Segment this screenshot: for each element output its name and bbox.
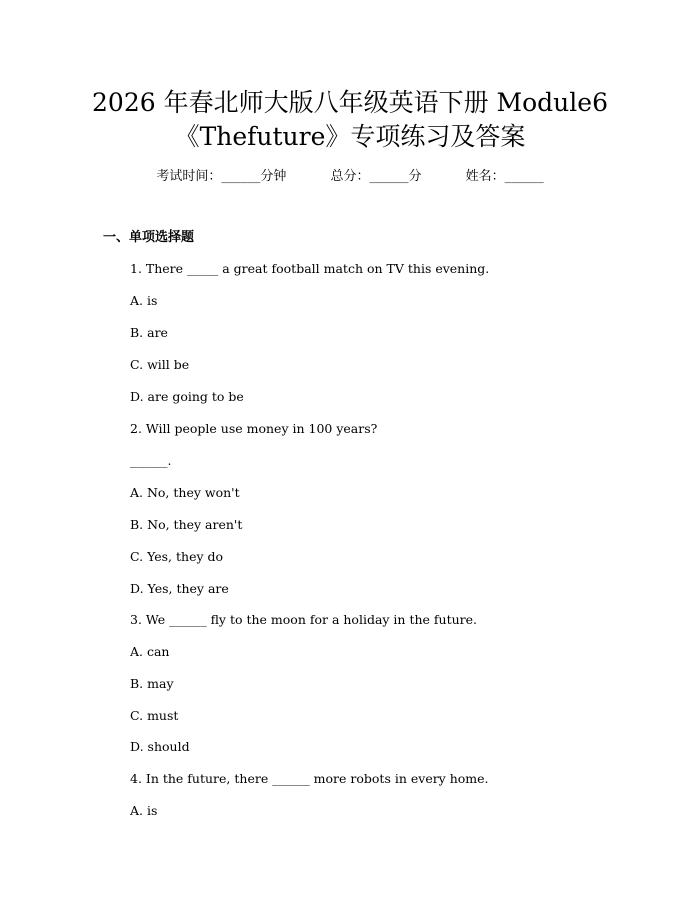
question-2-option-d: D. Yes, they are bbox=[130, 581, 229, 596]
question-4-option-a: A. is bbox=[130, 803, 158, 818]
student-name-field: 姓名：______ bbox=[465, 169, 544, 184]
question-3-option-b: B. may bbox=[130, 676, 174, 691]
question-3-option-a: A. can bbox=[130, 644, 170, 659]
total-score-field: 总分：______分 bbox=[330, 169, 422, 184]
question-3-text: 3. We ______ fly to the moon for a holiday in the future. bbox=[130, 612, 477, 627]
document-title-line-2: 《Thefuture》专项练习及答案 bbox=[174, 122, 526, 151]
question-1-option-a: A. is bbox=[130, 293, 158, 308]
exam-time-field: 考试时间：______分钟 bbox=[156, 169, 287, 184]
question-3-option-d: D. should bbox=[130, 739, 190, 754]
question-4-text: 4. In the future, there ______ more robots in every home. bbox=[130, 771, 489, 786]
question-1-text: 1. There _____ a great football match on TV this evening. bbox=[130, 261, 490, 276]
document-title-line-1: 2026 年春北师大版八年级英语下册 Module6 bbox=[92, 88, 608, 117]
question-1-option-d: D. are going to be bbox=[130, 389, 244, 404]
question-2-text: 2. Will people use money in 100 years? bbox=[130, 421, 378, 436]
question-1-option-c: C. will be bbox=[130, 357, 190, 372]
section-heading: 一、单项选择题 bbox=[103, 230, 195, 245]
question-2-option-a: A. No, they won't bbox=[130, 485, 240, 500]
question-1-option-b: B. are bbox=[130, 325, 168, 340]
question-2-option-c: C. Yes, they do bbox=[130, 549, 224, 564]
question-2-blank: ______. bbox=[130, 453, 172, 468]
question-3-option-c: C. must bbox=[130, 708, 179, 723]
exam-info bbox=[0, 168, 700, 186]
question-2-option-b: B. No, they aren't bbox=[130, 517, 243, 532]
